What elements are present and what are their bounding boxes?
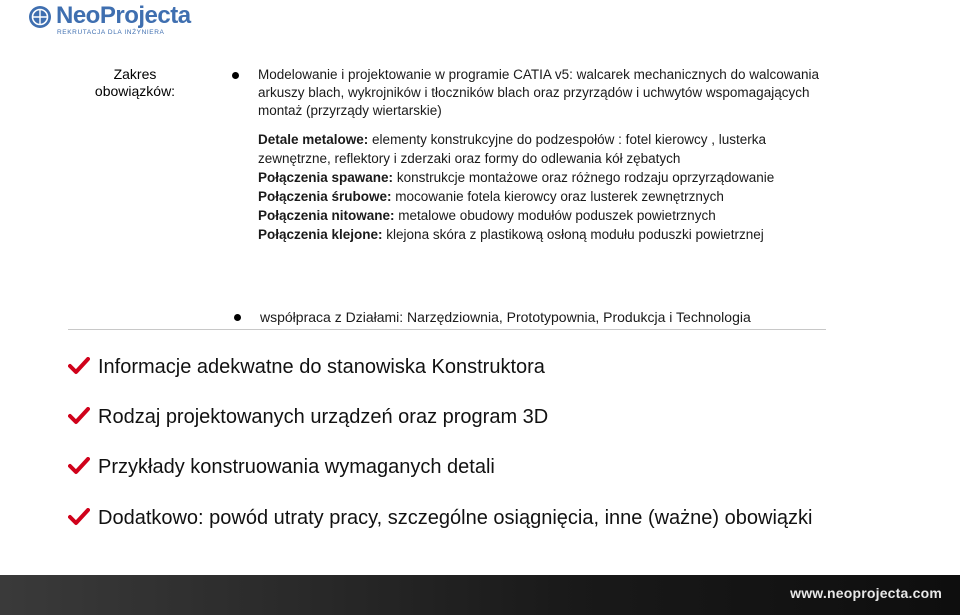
details-list <box>258 130 818 244</box>
checkmark-icon <box>68 457 90 475</box>
detail-item-screwed <box>258 187 818 206</box>
footer-url: www.neoprojecta.com <box>790 585 942 601</box>
detail-label: Połączenia śrubowe: <box>258 189 392 204</box>
checkmark-icon <box>68 357 90 375</box>
footer-bar <box>0 575 960 615</box>
logo-tagline: REKRUTACJA DLA INŻYNIERA <box>57 29 165 36</box>
detail-text: metalowe obudowy modułów poduszek powietrznych <box>394 208 716 223</box>
neoprojecta-logo <box>28 2 198 39</box>
checklist-text: Dodatkowo: powód utraty pracy, szczególne osiągnięcia, inne (ważne) obowiązki <box>98 507 813 529</box>
detail-text: klejona skóra z plastikową osłoną modułu poduszki powietrznej <box>382 227 764 242</box>
detail-text: konstrukcje montażowe oraz różnego rodzaju oprzyrządowanie <box>393 170 775 185</box>
divider <box>68 329 826 330</box>
detail-label: Detale metalowe: <box>258 132 369 147</box>
bullet-text-cooperation: współpraca z Działami: Narzędziownia, Prototypownia, Produkcja i Technologia <box>260 309 751 325</box>
checklist-text: Informacje adekwatne do stanowiska Konstruktora <box>98 356 545 378</box>
detail-label: Połączenia nitowane: <box>258 208 395 223</box>
checkmark-icon <box>68 508 90 526</box>
detail-text: mocowanie fotela kierowcy oraz lusterek zewnętrznych <box>391 189 724 204</box>
detail-label: Połączenia klejone: <box>258 227 383 242</box>
detail-text: elementy konstrukcyjne do podzespołów : fotel kierowcy , lusterka zewnętrzne, reflektory i zderzaki oraz formy do odlewania kół zębatych <box>258 132 766 166</box>
logo-name: NeoProjecta <box>56 2 191 29</box>
globe-icon <box>28 5 52 29</box>
bullet-dot <box>232 72 239 79</box>
checklist-text: Rodzaj projektowanych urządzeń oraz program 3D <box>98 406 549 428</box>
detail-item-metal <box>258 130 818 168</box>
checklist-text: Przykłady konstruowania wymaganych detali <box>98 456 495 478</box>
detail-item-welded <box>258 168 818 187</box>
detail-item-glued <box>258 225 818 244</box>
bullet-dot <box>234 314 241 321</box>
detail-label: Połączenia spawane: <box>258 170 394 185</box>
checkmark-icon <box>68 407 90 425</box>
zakres-label: Zakres obowiązków: <box>94 66 176 99</box>
bullet-text-catia: Modelowanie i projektowanie w programie CATIA v5: walcarek mechanicznych do walcowania arkuszy blach, wykrojników i tłoczników blach oraz przyrządów i uchwytów wspomagających montaż (przyrządy wiertarskie) <box>258 67 820 118</box>
detail-item-riveted <box>258 206 818 225</box>
